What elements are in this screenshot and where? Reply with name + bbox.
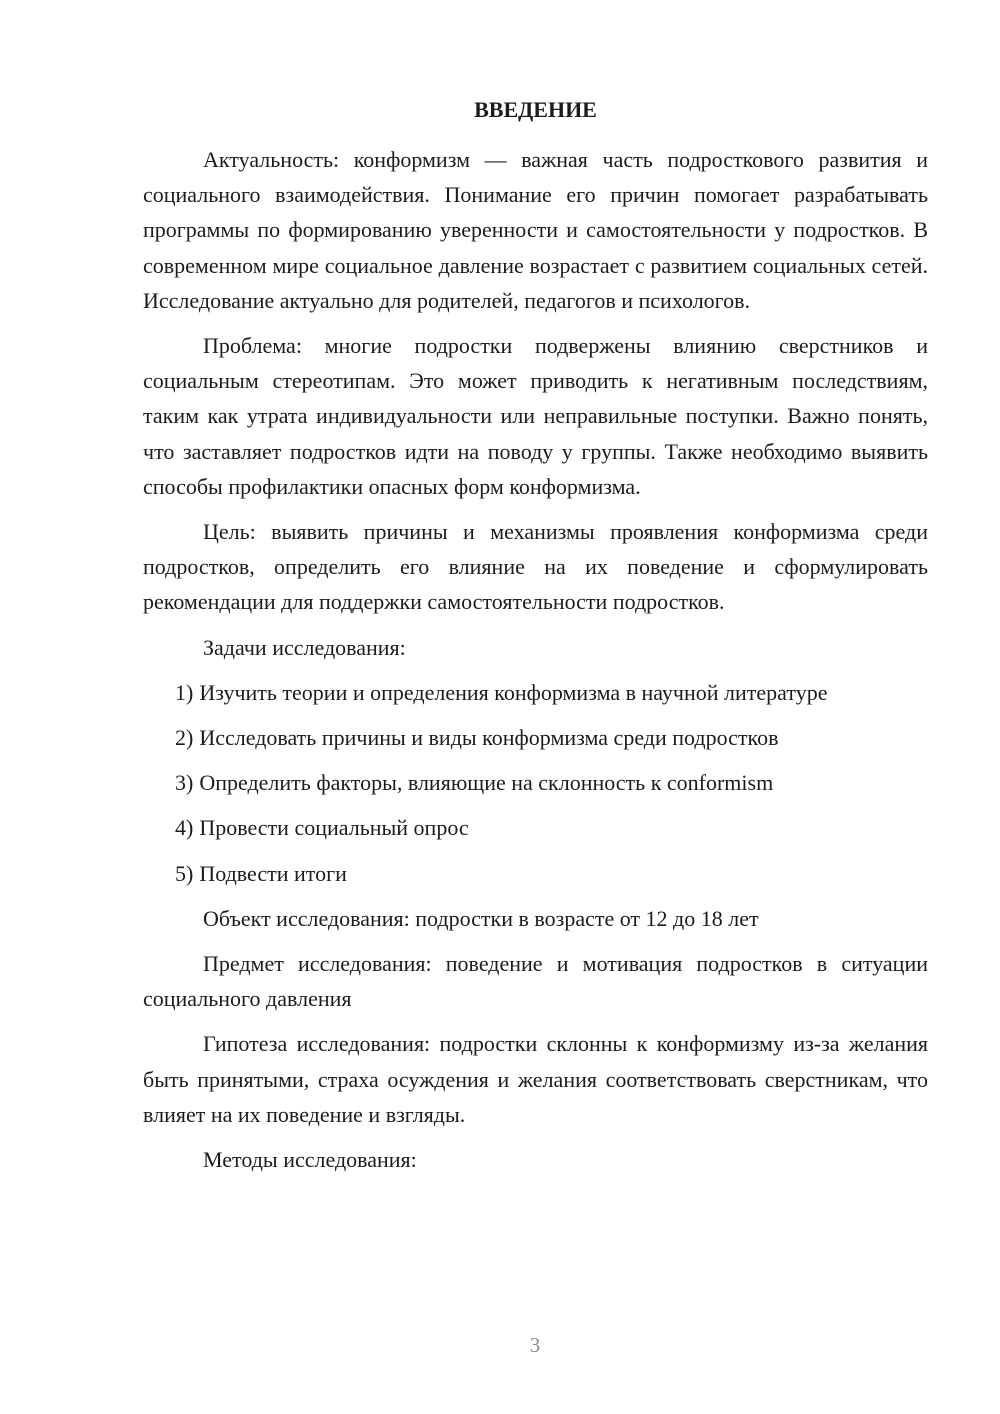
list-item [143,810,928,845]
relevance-paragraph: Актуальность: конформизм — важная часть подросткового развития и социального взаимодействия. Понимание его причин помогает разрабатывать программы по формированию уверенности и самостоятельности у подростков. В современном мире социальное давление возрастает с развитием социальных сетей. Исследование актуально для родителей, педагогов и психологов. [143,147,928,313]
tasks-heading: Задачи исследования: [203,634,406,660]
list-item-text: Определить факторы, влияющие на склонность к conformism [199,770,774,796]
tasks-list [143,675,928,891]
object-paragraph: Объект исследования: подростки в возрасте от 12 до 18 лет [203,905,759,931]
subject-paragraph: Предмет исследования: поведение и мотивация подростков в ситуации социального давления [143,951,928,1012]
list-item [143,765,928,800]
goal-paragraph: Цель: выявить причины и механизмы проявления конформизма среди подростков, определить его влияние на их поведение и сформулировать рекомендации для поддержки самостоятельности подростков. [143,519,928,615]
list-item-text: Провести социальный опрос [199,815,469,841]
list-item-text: Изучить теории и определения конформизма в научной литературе [199,679,828,705]
list-item-number: 4) [175,815,194,841]
page-number: 3 [529,1333,541,1357]
list-item [143,720,928,755]
page-title: ВВЕДЕНИЕ [474,97,597,122]
list-item-number: 5) [175,860,194,886]
methods-heading: Методы исследования: [203,1147,417,1173]
list-item [143,675,928,710]
list-item [143,856,928,891]
list-item-number: 2) [175,725,194,751]
list-item-text: Исследовать причины и виды конформизма среди подростков [199,725,779,751]
list-item-text: Подвести итоги [199,860,347,886]
problem-paragraph: Проблема: многие подростки подвержены влиянию сверстников и социальным стереотипам. Это может приводить к негативным последствиям, таким как утрата индивидуальности или неправильные поступки. Важно понять, что заставляет подростков идти на поводу у группы. Также необходимо выявить способы профилактики опасных форм конформизма. [143,333,928,499]
hypothesis-paragraph: Гипотеза исследования: подростки склонны к конформизму из-за желания быть принятыми, страха осуждения и желания соответствовать сверстникам, что влияет на их поведение и взгляды. [143,1031,928,1127]
page-content [143,95,928,1187]
list-item-number: 3) [175,770,194,796]
list-item-number: 1) [175,679,194,705]
